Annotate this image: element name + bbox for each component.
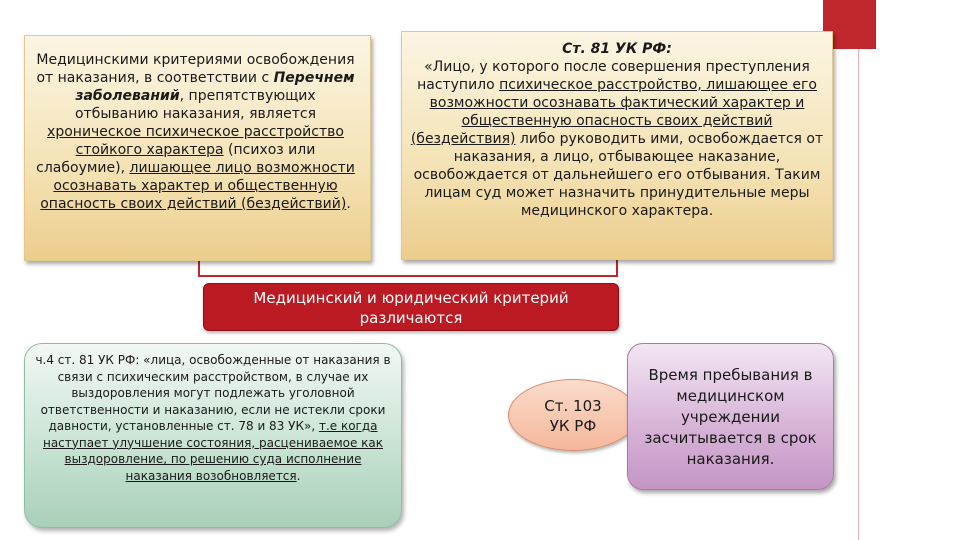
- disease-list-emphasis: Перечнем заболеваний: [75, 70, 355, 104]
- time-counted-text: Время пребывания в медицинском учреждении засчитывается в срок наказания.: [644, 366, 817, 468]
- medical-criteria-text-7: .: [346, 196, 351, 212]
- article-81-text-3: либо руководить ими, освобождается от наказания, а лицо, отбывающее наказание, освобождается от дальнейшего его отбывания. Таким лицам суд может назначить принудительные меры медицинского характера.: [413, 131, 824, 219]
- article-81-underline: психическое расстройство, лишающее его возможности осознавать фактический характер и общественную опасность своих действий (бездействия): [410, 77, 817, 147]
- article-103-line1: Ст. 103: [544, 397, 602, 415]
- article-81-text-1: «Лицо, у которого после совершения преступления наступило: [417, 59, 810, 93]
- corner-accent-line: [858, 49, 859, 540]
- medical-criteria-box: [24, 35, 371, 261]
- part-4-text-3: .: [296, 468, 301, 483]
- article-81-heading: Ст. 81 УК РФ:: [562, 41, 672, 57]
- incapacity-underline: лишающее лицо возможности осознавать характер и общественную опасность своих действий (бездействий): [40, 160, 355, 212]
- time-counted-box: [627, 343, 834, 490]
- article-81-box: [401, 31, 833, 260]
- article-81-part-4-box: [24, 343, 402, 528]
- chronic-disorder-underline: хроническое психическое расстройство стойкого характера: [47, 124, 344, 158]
- article-103-line2: УК РФ: [549, 417, 597, 435]
- criteria-differ-banner: [203, 283, 619, 331]
- medical-criteria-text-5: (психоз или слабоумие),: [36, 142, 316, 176]
- part-4-underline: т.е когда наступает улучшение состояния, расцениваемое как выздоровление, по решению суда исполнение наказания возобновляется: [42, 419, 384, 483]
- criteria-differ-text: Медицинский и юридический критерий различаются: [253, 289, 569, 327]
- medical-criteria-text-3: , препятствующих отбыванию наказания, является: [74, 88, 317, 122]
- article-103-oval: [508, 379, 638, 451]
- medical-criteria-text-1: Медицинскими критериями освобождения от наказания, в соответствии с: [36, 52, 355, 86]
- part-4-text-1: ч.4 ст. 81 УК РФ: «лица, освобожденные от наказания в связи с психическим расстройством, в случае их выздоровления могут подлежать уголовной ответственности и наказанию, если не истекли сроки давности, установленные ст. 78 и 83 УК»,: [35, 353, 391, 433]
